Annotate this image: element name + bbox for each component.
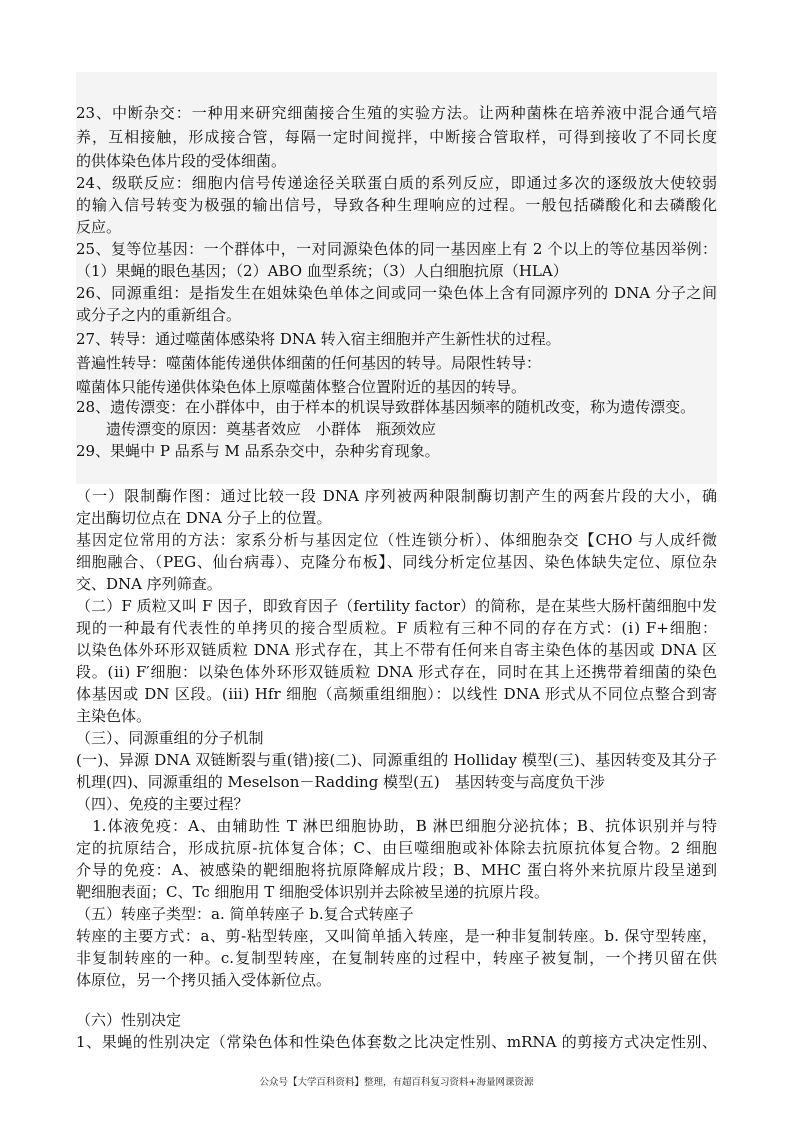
text-line: 养，互相接触，形成接合管，每隔一定时间搅拌，中断接合管取样，可得到接收了不同长度 [76,128,717,146]
text-line: 24、级联反应：细胞内信号传递途径关联蛋白质的系列反应，即通过多次的逐级放大使较弱 [76,174,717,192]
text-line: 1.体液免疫：A、由辅助性 T 淋巴细胞协助，B 淋巴细胞分泌抗体；B、抗体识别并与特 [76,817,717,835]
page-footer: 公众号【大学百科资料】整理，有超百科复习资料+海量网课资源 [259,1077,534,1088]
text-line: 的输入信号转变为极强的输出信号，导致各种生理响应的过程。一般包括磷酸化和去磷酸化 [76,196,717,214]
text-line: （一）限制酶作图：通过比较一段 DNA 序列被两种限制酶切割产生的两套片段的大小，确 [76,487,717,505]
text-line: (一)、异源 DNA 双链断裂与重(错)接(二)、同源重组的 Holliday 模型(三)、基因转变及其分子 [76,751,717,769]
text-line: 噬菌体只能传递供体染色体上原噬菌体整合位置附近的基因的转导。 [76,378,527,396]
section-heading: （四）、免疫的主要过程？ [76,795,249,813]
text-line: 机理(四)、同源重组的 Meselson－Radding 模型(五) 基因转变与高度负干涉 [76,773,605,791]
text-line: 体基因或 DN 区段。(ⅲ) Hfr 细胞（高频重组细胞）：以线性 DNA 形式从不同位点整合到寄 [76,685,717,703]
text-line: 的供体染色体片段的受体细菌。 [76,152,287,170]
text-line: 靶细胞表面；C、Tc 细胞用 T 细胞受体识别并去除被呈递的抗原片段。 [76,883,550,901]
text-line: 细胞融合、（PEG、仙台病毒）、克隆分布板】、同线分析定位基因、染色体缺失定位、原位杂 [76,553,717,571]
text-line: 1、果蝇的性别决定（常染色体和性染色体套数之比决定性别、mRNA 的剪接方式决定性别、 [76,1033,717,1051]
text-line: 现的一种最有代表性的单拷贝的接合型质粒。F 质粒有三种不同的存在方式：(ⅰ) F+细胞： [76,619,717,637]
text-line: 以染色体外环形双链质粒 DNA 形式存在，其上不带有任何来自寄主染色体的基因或 DNA 区 [76,641,717,659]
section-heading: （六）性别决定 [76,1011,182,1029]
text-line: 介导的免疫：A、被感染的靶细胞将抗原降解成片段；B、MHC 蛋白将外来抗原片段呈递到 [76,861,717,879]
text-line: 或分子之内的重新组合。 [76,306,242,324]
text-line: 定出酶切位点在 DNA 分子上的位置。 [76,509,332,527]
text-line: 定的抗原结合，形成抗原-抗体复合体；C、由巨噬细胞或补体除去抗原抗体复合物。2 细胞 [76,839,717,857]
text-line: 29、果蝇中 P 品系与 M 品系杂交中，杂种劣育现象。 [76,442,440,460]
text-line: 28、遗传漂变：在小群体中，由于样本的机误导致群体基因频率的随机改变，称为遗传漂变。 [76,398,696,416]
text-line: 27、转导：通过噬菌体感染将 DNA 转入宿主细胞并产生新性状的过程。 [76,330,561,348]
text-line: 23、中断杂交：一种用来研究细菌接合生殖的实验方法。让两种菌株在培养液中混合通气培 [76,104,717,122]
text-line: 26、同源重组：是指发生在姐妹染色单体之间或同一染色体上含有同源序列的 DNA 分子之间 [76,284,717,302]
text-line: 段。(ⅱ) F′细胞：以染色体外环形双链质粒 DNA 形式存在，同时在其上还携带着细菌的染色 [76,663,717,681]
text-line: 主染色体。 [76,707,152,725]
text-line: 反应。 [76,218,122,236]
text-line: 25、复等位基因：一个群体中，一对同源染色体的同一基因座上有 2 个以上的等位基因举例： [76,240,717,258]
section-heading: （五）转座子类型：a. 简单转座子 b.复合式转座子 [76,905,414,923]
text-line: 普遍性转导：噬菌体能传递供体细菌的任何基因的转导。局限性转导： [76,354,542,372]
text-line: 非复制转座的一种。c.复制型转座，在复制转座的过程中，转座子被复制，一个拷贝留在供 [76,949,717,967]
text-line: 转座的主要方式：a、剪-粘型转座，又叫简单插入转座，是一种非复制转座。b. 保守型转座， [76,927,717,945]
text-line: 交、DNA 序列筛查。 [76,575,222,593]
text-line: 体原位，另一个拷贝插入受体新位点。 [76,971,332,989]
text-line: 基因定位常用的方法：家系分析与基因定位（性连锁分析）、体细胞杂交【CHO 与人成纤微 [76,531,717,549]
text-line: （1）果蝇的眼色基因；（2）ABO 血型系统；（3）人白细胞抗原（HLA） [76,262,568,280]
text-line: 遗传漂变的原因：奠基者效应 小群体 瓶颈效应 [76,420,437,438]
section-heading: （三）、同源重组的分子机制 [76,729,264,747]
text-line: （二）F 质粒又叫 F 因子，即致育因子（fertility factor）的简称，是在某些大肠杆菌细胞中发 [76,597,717,615]
